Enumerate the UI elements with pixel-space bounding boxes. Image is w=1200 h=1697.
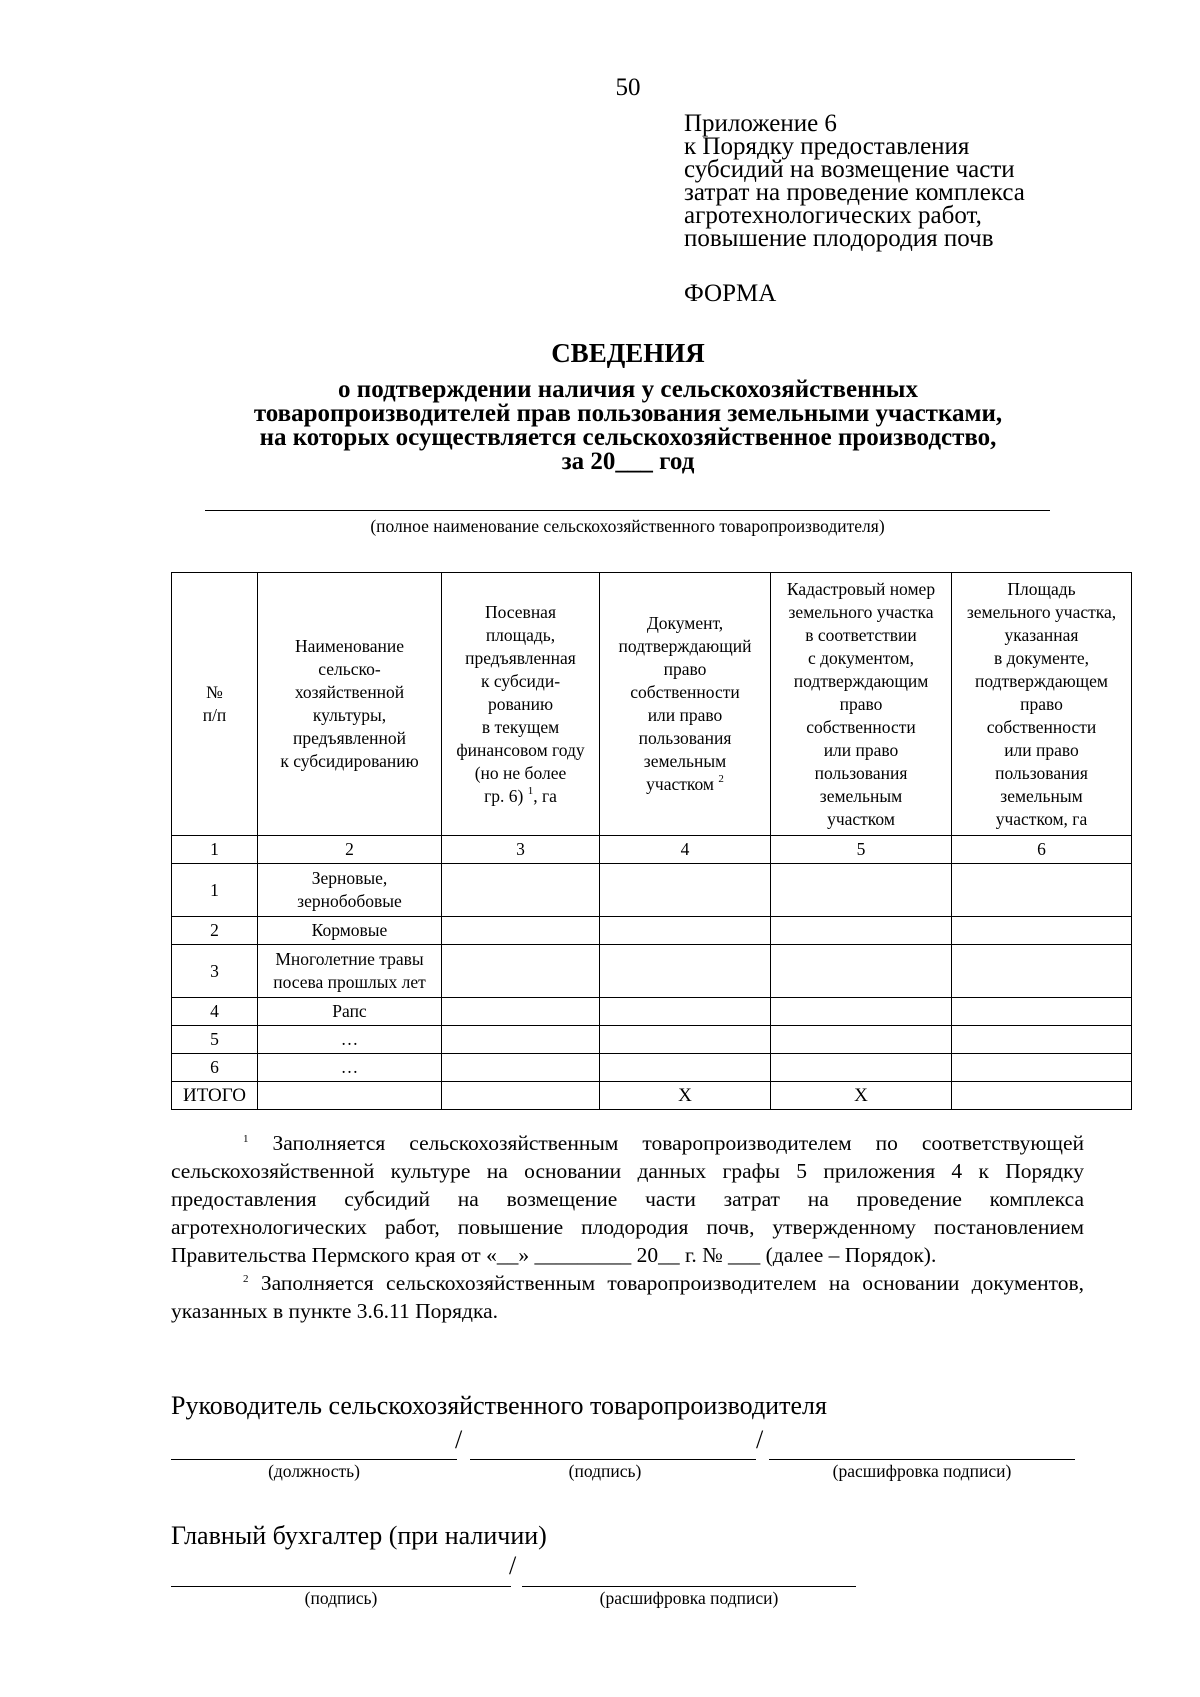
signature-slash: / [455,1425,463,1454]
empty-cell[interactable] [952,945,1132,998]
column-number: 5 [771,836,952,864]
total-row [172,1082,1132,1110]
empty-cell[interactable] [600,864,771,917]
footnote-ref: 1 [527,784,534,797]
head-signature-label: Руководитель сельскохозяйственного товаропроизводителя [171,1391,827,1420]
signature-caption: (подпись) [568,1461,642,1481]
forma-label: ФОРМА [684,280,777,307]
culture-cell: Рапс [258,998,442,1026]
empty-cell[interactable] [442,864,600,917]
appendix-line: Приложение 6 [684,110,837,137]
col-header-area: Посевная площадь, предъявленная к субсиди- рованию в текущем финансовом году (но не более гр. 6) $^1$, га [442,573,600,836]
document-subtitle [0,378,1200,474]
table-row [172,917,1132,945]
signature-slash: / [509,1551,517,1580]
position-line[interactable] [171,1459,457,1460]
empty-cell[interactable] [952,1054,1132,1082]
culture-cell: … [258,1026,442,1054]
column-number-row [172,836,1132,864]
total-x-mark: Х [771,1082,952,1110]
col-header-culture: Наименование сельско- хозяйственной культуры, предъявленной к субсидированию [258,573,442,836]
appendix-line: повышение плодородия почв [684,225,994,252]
row-number: 4 [172,998,258,1026]
appendix-line: затрат на проведение комплекса [684,179,1025,206]
signature-line[interactable] [470,1459,756,1460]
subtitle-line: о подтверждении наличия у сельскохозяйственных [338,376,918,403]
producer-name-line [205,510,1050,511]
accountant-transcript-line[interactable] [522,1586,856,1587]
empty-cell[interactable] [442,1026,600,1054]
column-number: 4 [600,836,771,864]
row-number: 5 [172,1026,258,1054]
column-number: 2 [258,836,442,864]
table-row [172,1026,1132,1054]
col-header-number: № п/п [172,573,258,836]
col-header-document: Документ, подтверждающий право собственности или право пользования земельным участком $^2$ [600,573,771,836]
producer-caption: (полное наименование сельскохозяйственного товаропроизводителя) [370,516,885,536]
total-label: ИТОГО [172,1082,258,1110]
appendix-line: к Порядку предоставления [684,133,970,160]
transcript-caption: (расшифровка подписи) [832,1461,1012,1481]
empty-cell[interactable] [442,1082,600,1110]
empty-cell[interactable] [442,917,600,945]
subtitle-line: за 20___ год [561,448,695,475]
page-number: 50 [615,74,641,101]
culture-cell: Зерновые, зернобобовые [258,864,442,917]
empty-cell[interactable] [952,864,1132,917]
empty-cell[interactable] [600,945,771,998]
appendix-line: субсидий на возмещение части [684,156,1015,183]
table-row [172,1054,1132,1082]
col-header-cadastral: Кадастровый номер земельного участка в соответствии с документом, подтверждающим право собственности или право пользования земельным участком [771,573,952,836]
total-x-mark: Х [600,1082,771,1110]
table-row [172,864,1132,917]
empty-cell[interactable] [952,1082,1132,1110]
table-row [172,945,1132,998]
empty-cell[interactable] [442,998,600,1026]
table-row [172,998,1132,1026]
empty-cell[interactable] [600,1054,771,1082]
culture-cell: … [258,1054,442,1082]
appendix-block [684,112,1025,250]
empty-cell[interactable] [600,998,771,1026]
empty-cell[interactable] [771,998,952,1026]
empty-cell[interactable] [771,917,952,945]
column-number: 3 [442,836,600,864]
empty-cell[interactable] [952,1026,1132,1054]
empty-cell[interactable] [442,1054,600,1082]
col-header-plot-area: Площадь земельного участка, указанная в документе, подтверждающем право собственности или право пользования земельным участком, га [952,573,1132,836]
accountant-signature-line[interactable] [171,1586,511,1587]
signature-slash: / [756,1425,764,1454]
empty-cell[interactable] [600,917,771,945]
culture-cell: Многолетние травы посева прошлых лет [258,945,442,998]
empty-cell[interactable] [771,864,952,917]
footnote-ref: 2 [718,773,724,785]
empty-cell[interactable] [258,1082,442,1110]
culture-cell: Кормовые [258,917,442,945]
position-caption: (должность) [268,1461,360,1481]
empty-cell[interactable] [952,917,1132,945]
column-number: 1 [172,836,258,864]
empty-cell[interactable] [600,1026,771,1054]
document-title: СВЕДЕНИЯ [551,338,705,368]
subtitle-line: на которых осуществляется сельскохозяйственное производство, [259,424,997,451]
row-number: 1 [172,864,258,917]
row-number: 2 [172,917,258,945]
row-number: 3 [172,945,258,998]
accountant-signature-caption: (подпись) [304,1588,378,1608]
empty-cell[interactable] [952,998,1132,1026]
column-number: 6 [952,836,1132,864]
footnote-2: $^2$ Заполняется сельскохозяйственным товаропроизводителем на основании документов, указанных в пункте 3.6.11 Порядка. [171,1271,1085,1323]
footnote-1: $^1$ Заполняется сельскохозяйственным товаропроизводителем по соответствующей сельскохозяйственной культуре на основании данных графы 5 приложения 4 к Порядку предоставления субсидий на возмещение части затрат на проведение комплекса агротехнологических работ, повышение плодородия почв, утвержденному постановлением Правительства Пермского края от «__» _________ 20__ г. № ___ (далее – Порядок). [171,1131,1085,1267]
empty-cell[interactable] [771,1054,952,1082]
row-number: 6 [172,1054,258,1082]
footnotes [171,1129,1084,1325]
empty-cell[interactable] [771,1026,952,1054]
data-table [171,572,1132,1110]
accountant-signature-label: Главный бухгалтер (при наличии) [171,1521,547,1550]
accountant-transcript-caption: (расшифровка подписи) [599,1588,779,1608]
subtitle-line: товаропроизводителей прав пользования земельными участками, [253,400,1003,427]
transcript-line[interactable] [769,1459,1075,1460]
empty-cell[interactable] [771,945,952,998]
empty-cell[interactable] [442,945,600,998]
appendix-line: агротехнологических работ, [684,202,982,229]
